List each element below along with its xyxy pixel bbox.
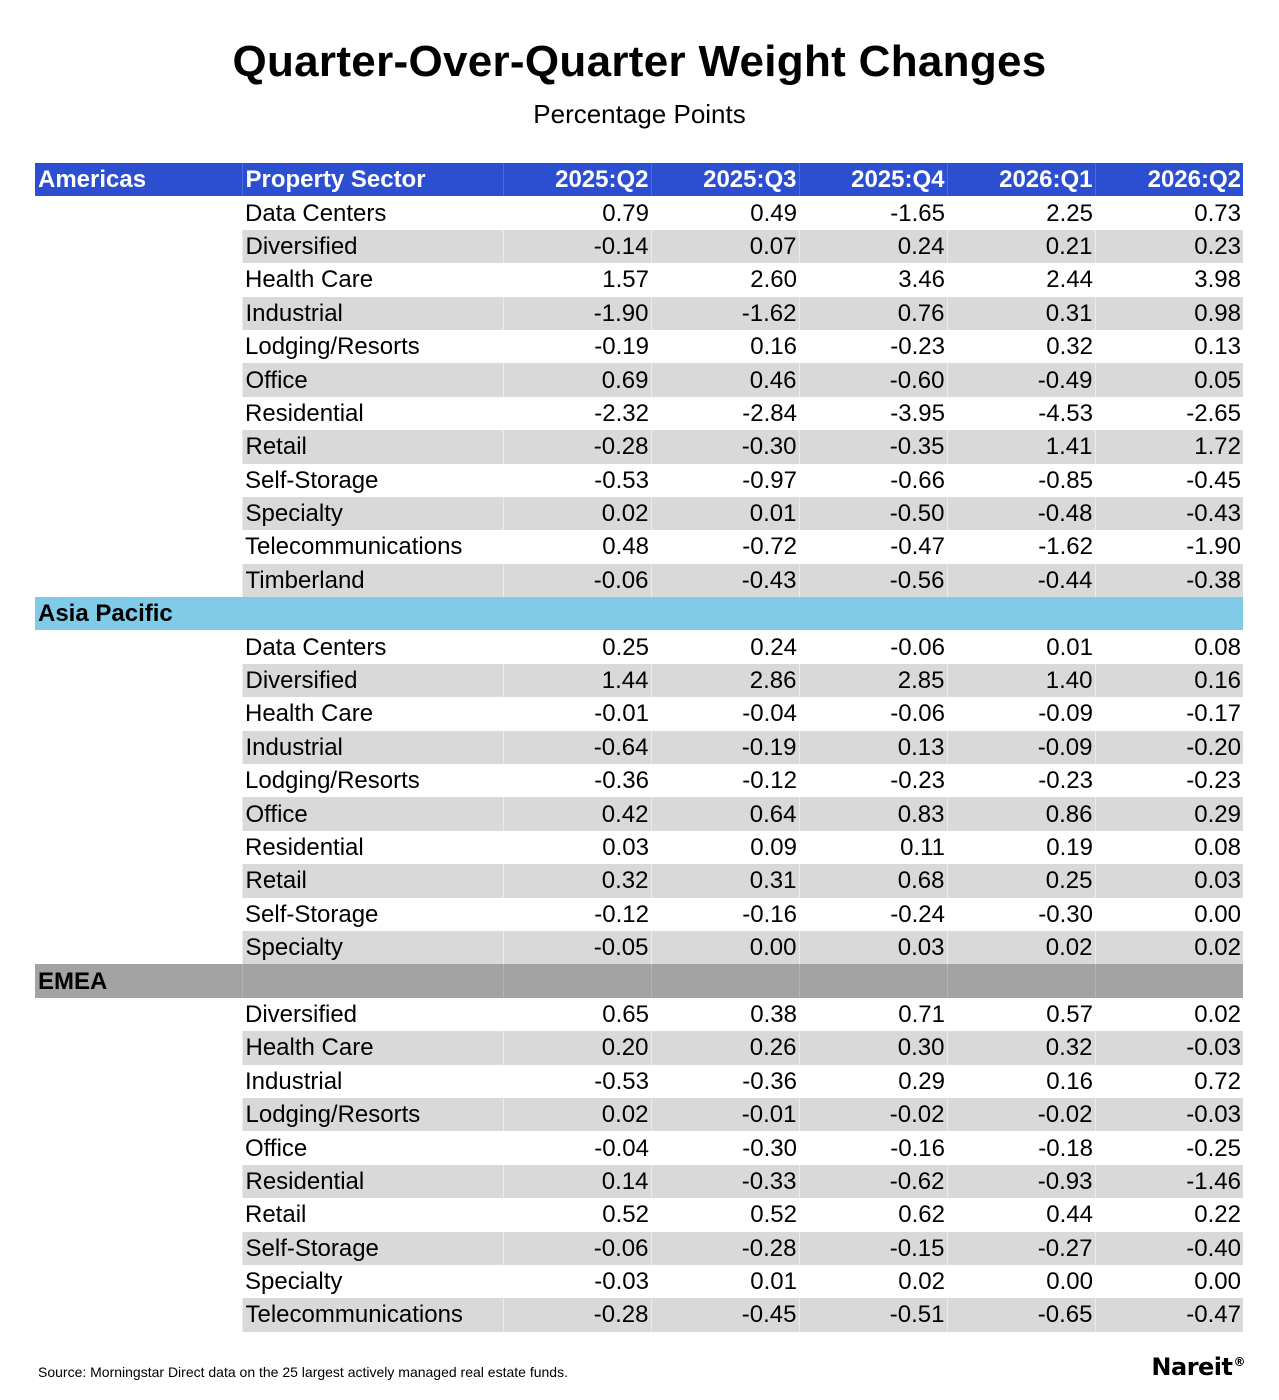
region-band-cell xyxy=(242,597,503,630)
region-band-cell xyxy=(242,964,503,997)
value-cell: -0.04 xyxy=(594,1134,649,1162)
value-cell: 0.64 xyxy=(651,797,799,830)
value-cell: 2.86 xyxy=(651,664,799,697)
value-cell: 0.03 xyxy=(602,834,649,861)
value-cell: 0.48 xyxy=(602,533,649,561)
value-cell: -0.30 xyxy=(651,430,799,463)
value-cell: 0.65 xyxy=(602,1000,649,1028)
value-cell: -0.09 xyxy=(947,731,1095,764)
value-cell: 0.00 xyxy=(1194,900,1241,928)
value-cell: 0.08 xyxy=(1194,633,1241,661)
value-cell: 0.20 xyxy=(503,1031,651,1064)
sector-cell: Health Care xyxy=(245,266,374,294)
region-label: EMEA xyxy=(35,964,242,997)
value-cell: 0.79 xyxy=(602,199,649,227)
region-spacer-cell xyxy=(35,1232,242,1265)
value-cell: -0.38 xyxy=(1095,564,1243,597)
region-band-cell xyxy=(503,964,651,997)
header-row xyxy=(35,163,1243,196)
value-cell: -0.04 xyxy=(742,700,797,728)
region-spacer-cell xyxy=(35,1098,242,1131)
table-row xyxy=(35,430,1243,463)
sector-cell: Telecommunications xyxy=(245,533,463,561)
value-cell: 0.00 xyxy=(651,931,799,964)
region-spacer-cell xyxy=(35,1031,242,1064)
value-cell: 0.02 xyxy=(898,1268,945,1296)
value-cell: 0.03 xyxy=(799,931,947,964)
value-cell: 0.42 xyxy=(503,797,651,830)
value-cell: 0.22 xyxy=(1194,1201,1241,1229)
value-cell: 0.16 xyxy=(750,333,797,361)
sector-cell: Diversified xyxy=(242,664,503,697)
value-cell: -1.62 xyxy=(651,297,799,330)
table-row xyxy=(35,630,1243,663)
value-cell: 0.13 xyxy=(799,731,947,764)
region-label: Asia Pacific xyxy=(35,597,242,630)
value-cell: 0.03 xyxy=(1095,864,1243,897)
region-band-row xyxy=(35,597,1243,630)
table-row xyxy=(35,864,1243,897)
value-cell: 0.13 xyxy=(1194,333,1241,361)
value-cell: -2.65 xyxy=(1186,399,1241,427)
value-cell: -0.44 xyxy=(947,564,1095,597)
table-row xyxy=(35,330,1243,363)
value-cell: 0.25 xyxy=(602,633,649,661)
value-cell: 0.32 xyxy=(947,1031,1095,1064)
value-cell: 0.01 xyxy=(651,497,799,530)
region-spacer-cell xyxy=(35,263,242,296)
sector-cell: Lodging/Resorts xyxy=(245,333,420,361)
value-cell: -0.53 xyxy=(594,1067,649,1095)
value-cell: 2.25 xyxy=(1046,199,1093,227)
sector-cell: Specialty xyxy=(245,1268,343,1296)
table-row xyxy=(35,397,1243,430)
value-cell: -0.50 xyxy=(799,497,947,530)
region-spacer-cell xyxy=(35,564,242,597)
region-spacer-cell xyxy=(35,230,242,263)
sector-cell: Specialty xyxy=(242,931,503,964)
value-cell: -0.28 xyxy=(503,430,651,463)
value-cell: 0.23 xyxy=(1095,230,1243,263)
sector-cell: Data Centers xyxy=(245,199,387,227)
value-cell: -0.48 xyxy=(947,497,1095,530)
value-cell: -0.72 xyxy=(742,533,797,561)
value-cell: 1.57 xyxy=(602,266,649,294)
value-cell: 0.21 xyxy=(947,230,1095,263)
value-cell: -0.02 xyxy=(947,1098,1095,1131)
sector-cell: Specialty xyxy=(242,497,503,530)
table-row xyxy=(35,530,1243,563)
region-spacer-cell xyxy=(35,1298,242,1331)
region-spacer-cell xyxy=(35,397,242,430)
value-cell: -2.32 xyxy=(594,399,649,427)
value-cell: 0.83 xyxy=(799,797,947,830)
value-cell: -0.23 xyxy=(890,767,945,795)
value-cell: 0.02 xyxy=(503,497,651,530)
region-spacer-cell xyxy=(35,931,242,964)
value-cell: -0.03 xyxy=(594,1268,649,1296)
sector-cell: Office xyxy=(245,1134,308,1162)
region-spacer-cell xyxy=(35,664,242,697)
value-cell: 0.24 xyxy=(750,633,797,661)
region-spacer-cell xyxy=(35,530,242,563)
value-cell: -0.36 xyxy=(594,767,649,795)
value-cell: -0.23 xyxy=(1186,767,1241,795)
region-band-cell xyxy=(799,597,947,630)
table-row xyxy=(35,1031,1243,1064)
value-cell: 0.14 xyxy=(503,1165,651,1198)
value-cell: -1.90 xyxy=(503,297,651,330)
value-cell: -0.62 xyxy=(799,1165,947,1198)
table-row xyxy=(35,1131,1243,1164)
value-cell: 0.02 xyxy=(1194,1000,1241,1028)
value-cell: 1.72 xyxy=(1095,430,1243,463)
value-cell: 0.76 xyxy=(799,297,947,330)
value-cell: -0.33 xyxy=(651,1165,799,1198)
value-cell: 0.01 xyxy=(750,1268,797,1296)
sector-cell: Diversified xyxy=(242,230,503,263)
value-cell: -0.40 xyxy=(1095,1232,1243,1265)
value-cell: -0.66 xyxy=(890,466,945,494)
value-cell: 0.02 xyxy=(1095,931,1243,964)
sector-cell: Lodging/Resorts xyxy=(245,767,420,795)
value-cell: -0.65 xyxy=(947,1298,1095,1331)
value-cell: -0.64 xyxy=(503,731,651,764)
value-cell: -0.23 xyxy=(1038,767,1093,795)
value-cell: -0.93 xyxy=(947,1165,1095,1198)
value-cell: -4.53 xyxy=(1038,399,1093,427)
sector-cell: Retail xyxy=(245,1201,307,1229)
region-spacer-cell xyxy=(35,764,242,797)
region-spacer-cell xyxy=(35,797,242,830)
value-cell: -2.84 xyxy=(742,399,797,427)
value-cell: 0.29 xyxy=(898,1067,945,1095)
value-cell: 0.71 xyxy=(898,1000,945,1028)
value-cell: -0.12 xyxy=(742,767,797,795)
value-cell: -0.28 xyxy=(503,1298,651,1331)
value-cell: 0.49 xyxy=(750,199,797,227)
value-cell: -0.17 xyxy=(1186,700,1241,728)
value-cell: 0.29 xyxy=(1095,797,1243,830)
region-spacer-cell xyxy=(35,464,242,497)
nareit-logo xyxy=(1151,1353,1245,1381)
sector-cell: Data Centers xyxy=(245,633,387,661)
sector-cell: Residential xyxy=(245,834,364,861)
region-spacer-cell xyxy=(35,430,242,463)
value-cell: -0.30 xyxy=(742,1134,797,1162)
value-cell: -0.30 xyxy=(1038,900,1093,928)
value-cell: 3.98 xyxy=(1194,266,1241,294)
region-band-cell xyxy=(651,964,799,997)
value-cell: -0.23 xyxy=(890,333,945,361)
value-cell: -0.20 xyxy=(1095,731,1243,764)
value-cell: 1.41 xyxy=(947,430,1095,463)
table-row xyxy=(35,1198,1243,1231)
value-cell: -0.28 xyxy=(651,1232,799,1265)
value-cell: -0.53 xyxy=(594,466,649,494)
value-cell: -0.18 xyxy=(1038,1134,1093,1162)
value-cell: -0.19 xyxy=(651,731,799,764)
region-spacer-cell xyxy=(35,196,242,229)
value-cell: -0.19 xyxy=(594,333,649,361)
value-cell: 0.16 xyxy=(1095,664,1243,697)
value-cell: -0.01 xyxy=(594,700,649,728)
value-cell: 2.85 xyxy=(799,664,947,697)
sector-cell: Self-Storage xyxy=(245,466,379,494)
value-cell: 0.69 xyxy=(503,363,651,396)
value-cell: 0.05 xyxy=(1095,363,1243,396)
value-cell: 0.09 xyxy=(750,834,797,861)
table-row xyxy=(35,797,1243,830)
table-row xyxy=(35,664,1243,697)
value-cell: -0.51 xyxy=(799,1298,947,1331)
value-cell: -0.02 xyxy=(799,1098,947,1131)
value-cell: -0.14 xyxy=(503,230,651,263)
sector-cell: Retail xyxy=(242,430,503,463)
table-row xyxy=(35,898,1243,931)
value-cell: -0.47 xyxy=(890,533,945,561)
value-cell: -0.12 xyxy=(594,900,649,928)
table-row xyxy=(35,1265,1243,1298)
region-band-cell xyxy=(1095,964,1243,997)
sector-cell: Timberland xyxy=(242,564,503,597)
sector-cell: Health Care xyxy=(245,700,374,728)
table-row xyxy=(35,1098,1243,1131)
table-row xyxy=(35,1065,1243,1098)
table-row xyxy=(35,1298,1243,1331)
value-cell: 2.44 xyxy=(1046,266,1093,294)
value-cell: -0.06 xyxy=(890,633,945,661)
table-row xyxy=(35,497,1243,530)
table-row xyxy=(35,831,1243,864)
value-cell: 0.08 xyxy=(1194,834,1241,861)
sector-cell: Industrial xyxy=(245,1067,343,1095)
table-row xyxy=(35,564,1243,597)
sector-cell: Telecommunications xyxy=(242,1298,503,1331)
value-cell: 0.19 xyxy=(1046,834,1093,861)
value-cell: -0.25 xyxy=(1186,1134,1241,1162)
sector-cell: Health Care xyxy=(242,1031,503,1064)
region-spacer-cell xyxy=(35,1198,242,1231)
value-cell: -0.43 xyxy=(1095,497,1243,530)
value-cell: 0.52 xyxy=(602,1201,649,1229)
region-band-row xyxy=(35,964,1243,997)
value-cell: 0.46 xyxy=(651,363,799,396)
sector-cell: Lodging/Resorts xyxy=(242,1098,503,1131)
region-spacer-cell xyxy=(35,864,242,897)
region-spacer-cell xyxy=(35,497,242,530)
value-cell: 0.68 xyxy=(799,864,947,897)
table-row xyxy=(35,230,1243,263)
sector-cell: Office xyxy=(242,797,503,830)
region-spacer-cell xyxy=(35,1131,242,1164)
quarter-header: 2025:Q2 xyxy=(503,163,651,196)
quarter-header: 2025:Q3 xyxy=(651,163,799,196)
quarter-header: 2026:Q1 xyxy=(947,163,1095,196)
table-row xyxy=(35,196,1243,229)
value-cell: 0.00 xyxy=(1194,1268,1241,1296)
value-cell: 3.46 xyxy=(898,266,945,294)
quarter-header: 2025:Q4 xyxy=(799,163,947,196)
value-cell: -0.27 xyxy=(947,1232,1095,1265)
value-cell: -0.36 xyxy=(742,1067,797,1095)
sector-cell: Self-Storage xyxy=(245,900,379,928)
value-cell: -0.49 xyxy=(947,363,1095,396)
sector-header: Property Sector xyxy=(242,163,503,196)
table-row xyxy=(35,697,1243,730)
region-spacer-cell xyxy=(35,697,242,730)
value-cell: -0.85 xyxy=(1038,466,1093,494)
table-row xyxy=(35,931,1243,964)
value-cell: -0.06 xyxy=(503,564,651,597)
value-cell: -0.45 xyxy=(1186,466,1241,494)
sector-cell: Office xyxy=(242,363,503,396)
value-cell: -0.97 xyxy=(742,466,797,494)
table-row xyxy=(35,263,1243,296)
value-cell: 0.52 xyxy=(750,1201,797,1229)
value-cell: 0.24 xyxy=(799,230,947,263)
table-row xyxy=(35,1232,1243,1265)
value-cell: 0.07 xyxy=(651,230,799,263)
value-cell: 0.32 xyxy=(1046,333,1093,361)
value-cell: -0.35 xyxy=(799,430,947,463)
value-cell: 0.02 xyxy=(503,1098,651,1131)
value-cell: -0.45 xyxy=(651,1298,799,1331)
region-spacer-cell xyxy=(35,731,242,764)
region-spacer-cell xyxy=(35,1265,242,1298)
value-cell: 0.11 xyxy=(900,834,945,861)
region-band-cell xyxy=(799,964,947,997)
table-row xyxy=(35,731,1243,764)
table-row xyxy=(35,764,1243,797)
region-spacer-cell xyxy=(35,898,242,931)
sector-cell: Industrial xyxy=(242,297,503,330)
region-spacer-cell xyxy=(35,630,242,663)
value-cell: 0.73 xyxy=(1194,199,1241,227)
value-cell: -0.01 xyxy=(651,1098,799,1131)
value-cell: 0.38 xyxy=(750,1000,797,1028)
value-cell: -0.05 xyxy=(503,931,651,964)
chart-subtitle: Percentage Points xyxy=(533,99,746,129)
value-cell: -0.03 xyxy=(1095,1098,1243,1131)
value-cell: -0.09 xyxy=(1038,700,1093,728)
value-cell: 1.40 xyxy=(947,664,1095,697)
value-cell: 0.25 xyxy=(947,864,1095,897)
value-cell: 0.32 xyxy=(503,864,651,897)
region-band-cell xyxy=(947,597,1095,630)
quarter-header: 2026:Q2 xyxy=(1095,163,1243,196)
sector-cell: Industrial xyxy=(242,731,503,764)
region-spacer-cell xyxy=(35,998,242,1031)
value-cell: -0.24 xyxy=(890,900,945,928)
value-cell: -0.06 xyxy=(503,1232,651,1265)
region-spacer-cell xyxy=(35,297,242,330)
sector-cell: Self-Storage xyxy=(242,1232,503,1265)
value-cell: 0.31 xyxy=(947,297,1095,330)
value-cell: 0.98 xyxy=(1095,297,1243,330)
region-band-cell xyxy=(947,964,1095,997)
region-band-cell xyxy=(503,597,651,630)
value-cell: 0.30 xyxy=(799,1031,947,1064)
region-band-cell xyxy=(1095,597,1243,630)
region-spacer-cell xyxy=(35,1165,242,1198)
table-row xyxy=(35,998,1243,1031)
value-cell: 0.57 xyxy=(1046,1000,1093,1028)
value-cell: 1.44 xyxy=(503,664,651,697)
value-cell: -1.65 xyxy=(890,199,945,227)
chart-title: Quarter-Over-Quarter Weight Changes xyxy=(232,37,1047,86)
value-cell: 0.62 xyxy=(898,1201,945,1229)
value-cell: 0.86 xyxy=(947,797,1095,830)
sector-cell: Retail xyxy=(242,864,503,897)
region-spacer-cell xyxy=(35,831,242,864)
table-row xyxy=(35,297,1243,330)
value-cell: -0.60 xyxy=(799,363,947,396)
value-cell: 0.16 xyxy=(1046,1067,1093,1095)
region-spacer-cell xyxy=(35,363,242,396)
region-header: Americas xyxy=(35,163,242,196)
value-cell: 2.60 xyxy=(750,266,797,294)
value-cell: -1.46 xyxy=(1095,1165,1243,1198)
sector-cell: Residential xyxy=(242,1165,503,1198)
weight-changes-table xyxy=(35,163,1243,1332)
table-body xyxy=(35,163,1243,1332)
value-cell: -0.47 xyxy=(1095,1298,1243,1331)
value-cell: 0.00 xyxy=(1046,1268,1093,1296)
value-cell: 0.44 xyxy=(1046,1201,1093,1229)
table-row xyxy=(35,363,1243,396)
value-cell: 0.01 xyxy=(1046,633,1093,661)
value-cell: -3.95 xyxy=(890,399,945,427)
region-band-cell xyxy=(651,597,799,630)
region-spacer-cell xyxy=(35,1065,242,1098)
table-row xyxy=(35,1165,1243,1198)
value-cell: -0.15 xyxy=(799,1232,947,1265)
value-cell: 0.31 xyxy=(651,864,799,897)
registered-mark-icon: ® xyxy=(1233,1355,1245,1369)
value-cell: -0.06 xyxy=(890,700,945,728)
region-spacer-cell xyxy=(35,330,242,363)
value-cell: -1.90 xyxy=(1186,533,1241,561)
sector-cell: Diversified xyxy=(245,1000,358,1028)
value-cell: -0.16 xyxy=(742,900,797,928)
sector-cell: Residential xyxy=(245,399,364,427)
value-cell: -1.62 xyxy=(1038,533,1093,561)
value-cell: -0.43 xyxy=(651,564,799,597)
value-cell: -0.56 xyxy=(799,564,947,597)
value-cell: 0.02 xyxy=(947,931,1095,964)
table-row xyxy=(35,464,1243,497)
value-cell: 0.72 xyxy=(1194,1067,1241,1095)
logo-text: Nareit xyxy=(1151,1353,1233,1381)
value-cell: -0.03 xyxy=(1095,1031,1243,1064)
source-note: Source: Morningstar Direct data on the 25 largest actively managed real estate funds. xyxy=(38,1364,568,1380)
value-cell: 0.26 xyxy=(651,1031,799,1064)
value-cell: -0.16 xyxy=(890,1134,945,1162)
